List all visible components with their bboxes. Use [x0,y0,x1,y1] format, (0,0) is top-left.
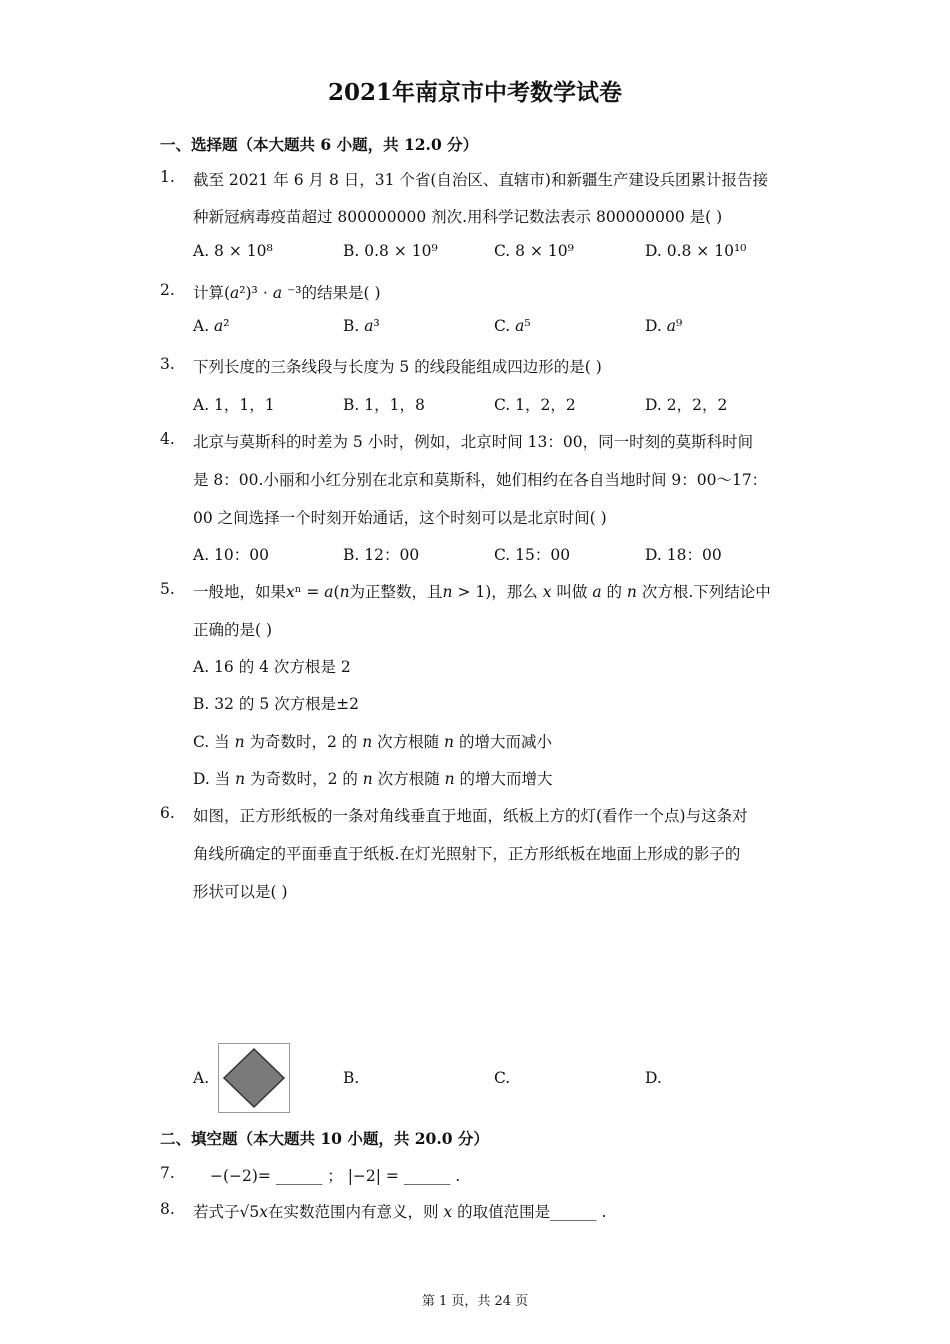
option-a: A. [193,1069,210,1087]
option-d: D. 2，2，2 [645,396,728,414]
option-d: D. 𝑎⁹ [645,317,683,335]
question-number: 1. [160,168,175,186]
question-text: 北京与莫斯科的时差为 5 小时，例如，北京时间 13：00，同一时刻的莫斯科时间 [193,433,754,451]
option-b: B. 32 的 5 次方根是±2 [193,695,359,713]
question-text: 是 8：00.小丽和小红分别在北京和莫斯科，她们相约在各自当地时间 9：00～17： [193,471,768,489]
question-text: 种新冠病毒疫苗超过 800000000 剂次.用科学记数法表示 800000000 是( ) [193,208,723,226]
option-a: A. 10：00 [193,546,269,564]
question-number: 3. [160,355,175,373]
option-c: C. 1，2，2 [494,396,576,414]
question-number: 2. [160,281,175,299]
question-text: 一般地，如果𝑥ⁿ = 𝑎(𝑛为正整数，且𝑛 > 1)，那么 𝑥 叫做 𝑎 的 𝑛 次方根.下列结论中 [193,583,771,601]
question-text: 形状可以是( ) [193,883,288,901]
option-a: A. 8 × 10⁸ [193,242,273,260]
question-text: 若式子√5𝑥在实数范围内有意义，则 𝑥 的取值范围是______ . [193,1203,607,1221]
option-a: A. 𝑎² [193,317,230,335]
question-number: 5. [160,580,175,598]
option-c: C. 15：00 [494,546,571,564]
option-b: B. [343,1069,360,1087]
page-footer: 第 1 页，共 24 页 [421,1294,529,1309]
question-text: 截至 2021 年 6 月 8 日，31 个省(自治区、直辖市)和新疆生产建设兵团累计报告接 [193,171,768,189]
option-b: B. 0.8 × 10⁹ [343,242,438,260]
option-c: C. 𝑎⁵ [494,317,531,335]
diamond-shape-figure [218,1043,290,1113]
section-heading-choice: 一、选择题（本大题共 6 小题，共 12.0 分） [160,135,479,154]
question-text: 角线所确定的平面垂直于纸板.在灯光照射下，正方形纸板在地面上形成的影子的 [193,845,741,863]
option-d: D. 当 𝑛 为奇数时，2 的 𝑛 次方根随 𝑛 的增大而增大 [193,770,553,788]
option-c: C. 当 𝑛 为奇数时，2 的 𝑛 次方根随 𝑛 的增大而减小 [193,733,552,751]
option-b: B. 12：00 [343,546,420,564]
question-number: 6. [160,804,175,822]
question-text: −(−2)= ______ ； |−2| = ______ . [210,1167,461,1185]
question-number: 4. [160,430,175,448]
question-text: 正确的是( ) [193,621,273,639]
question-text: 如图，正方形纸板的一条对角线垂直于地面，纸板上方的灯(看作一个点)与这条对 [193,807,748,825]
option-c: C. [494,1069,511,1087]
diamond-shape-icon [219,1044,289,1112]
option-b: B. 1，1，8 [343,396,425,414]
option-b: B. 𝑎³ [343,317,380,335]
option-d: D. 0.8 × 10¹⁰ [645,242,747,260]
option-a: A. 16 的 4 次方根是 2 [193,658,351,676]
question-number: 7. [160,1164,175,1182]
question-text: 计算(𝑎²)³ ⋅ 𝑎 ⁻³的结果是( ) [193,284,381,302]
page-title: 2021年南京市中考数学试卷 [327,79,622,106]
option-d: D. 18：00 [645,546,722,564]
question-text: 00 之间选择一个时刻开始通话，这个时刻可以是北京时间( ) [193,509,607,527]
question-text: 下列长度的三条线段与长度为 5 的线段能组成四边形的是( ) [193,358,602,376]
question-number: 8. [160,1200,175,1218]
option-c: C. 8 × 10⁹ [494,242,574,260]
option-a: A. 1，1，1 [193,396,275,414]
option-d: D. [645,1069,662,1087]
section-heading-fill: 二、填空题（本大题共 10 小题，共 20.0 分） [160,1129,489,1148]
